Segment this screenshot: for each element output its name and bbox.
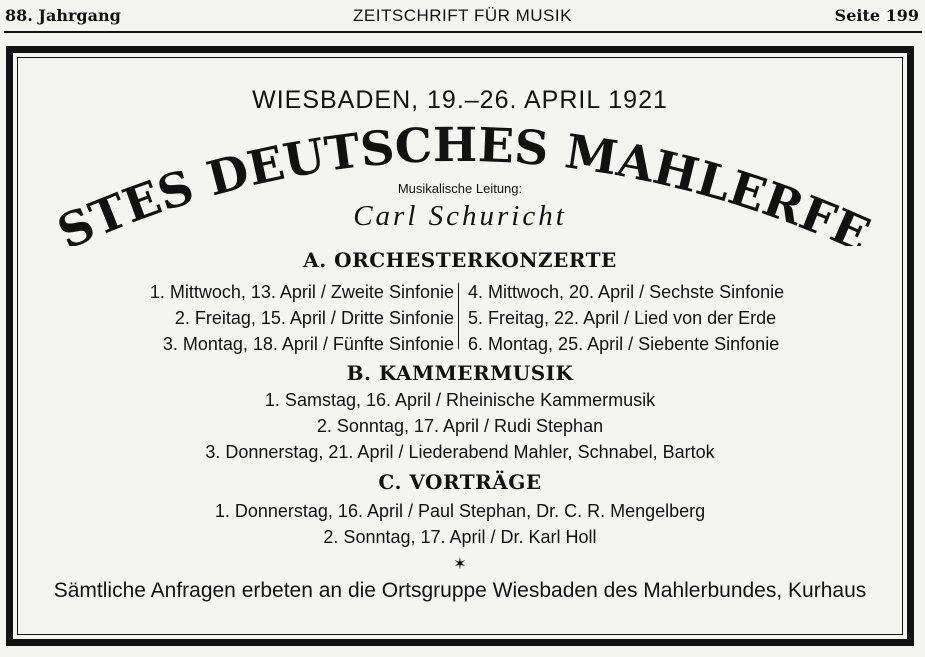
conductor-name: Carl Schuricht — [353, 200, 567, 232]
concert-item: 3. Montag, 18. April / Fünfte Sinfonie — [162, 334, 454, 354]
concert-item: 1. Mittwoch, 13. April / Zweite Sinfonie — [149, 282, 454, 302]
poster-frame — [6, 46, 914, 646]
poster-content — [6, 46, 914, 646]
city-dates: WIESBADEN, 19.–26. APRIL 1921 — [252, 86, 668, 114]
page-header — [0, 4, 925, 28]
volume-label: 88. Jahrgang — [5, 6, 121, 25]
header-rule — [4, 31, 922, 33]
concerts-left-column — [150, 279, 454, 357]
page-number: Seite 199 — [834, 6, 919, 25]
star-ornament-icon: ✶ — [453, 556, 467, 573]
concert-item: 6. Montag, 25. April / Siebente Sinfonie — [468, 334, 780, 354]
direction-label: Musikalische Leitung: — [397, 181, 523, 196]
concert-item: 2. Freitag, 15. April / Dritte Sinfonie — [174, 308, 454, 328]
section-a-heading: A. ORCHESTERKONZERTE — [303, 248, 617, 272]
orchestra-concerts — [6, 279, 914, 355]
festival-title: STES DEUTSCHES MAHLERFE — [49, 117, 876, 246]
concert-item: 5. Freitag, 22. April / Lied von der Erde — [468, 308, 777, 328]
chamber-item: 1. Samstag, 16. April / Rheinische Kammermusik — [264, 390, 656, 410]
journal-title: ZEITSCHRIFT FÜR MUSIK — [353, 6, 572, 25]
concerts-right-column — [468, 279, 784, 357]
column-divider — [458, 283, 459, 349]
chamber-item: 3. Donnerstag, 21. April / Liederabend Mahler, Schnabel, Bartok — [205, 442, 715, 462]
chamber-item: 2. Sonntag, 17. April / Rudi Stephan — [316, 416, 604, 436]
section-c-heading: C. VORTRÄGE — [378, 470, 542, 494]
lecture-item: 2. Sonntag, 17. April / Dr. Karl Holl — [323, 527, 597, 547]
concert-item: 4. Mittwoch, 20. April / Sechste Sinfonie — [468, 282, 785, 302]
lecture-item: 1. Donnerstag, 16. April / Paul Stephan, Dr. C. R. Mengelberg — [214, 501, 706, 521]
section-b-heading: B. KAMMERMUSIK — [346, 361, 574, 385]
inquiry-footer: Sämtliche Anfragen erbeten an die Ortsgruppe Wiesbaden des Mahlerbundes, Kurhaus — [53, 579, 867, 602]
